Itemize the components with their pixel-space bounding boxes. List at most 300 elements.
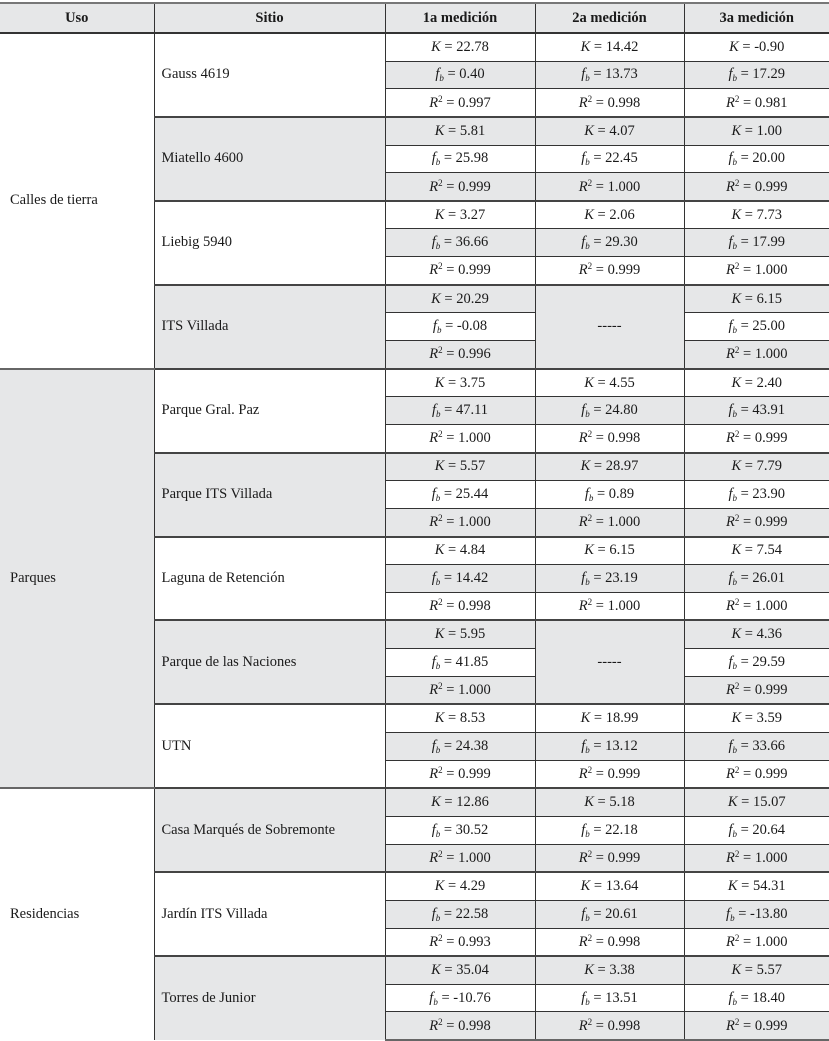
k-symbol: K (434, 122, 445, 139)
measurement-1-r2-cell (385, 508, 535, 536)
measurement-2-fb-cell (535, 565, 684, 593)
f-subscript: b (439, 73, 444, 84)
equals-sign: = (437, 989, 454, 1006)
r-superscript: 2 (438, 513, 443, 524)
r-symbol: R (726, 178, 735, 195)
measurement-value: 3.38 (609, 961, 635, 978)
measurement-value: 1.000 (607, 598, 641, 615)
measurement-value: 0.998 (607, 933, 641, 950)
equals-sign: = (593, 486, 609, 503)
r-superscript: 2 (438, 597, 443, 608)
r-superscript: 2 (438, 932, 443, 943)
r-symbol: R (578, 430, 588, 447)
equals-sign: = (739, 514, 755, 531)
measurement-3-fb-cell (684, 816, 829, 844)
measurement-2-fb-cell (535, 61, 684, 89)
measurement-value: 7.54 (756, 542, 782, 559)
equals-sign: = (741, 122, 757, 139)
f-symbol: f (431, 569, 436, 586)
r-superscript: 2 (734, 764, 740, 775)
r-superscript: 2 (438, 261, 443, 272)
equals-sign: = (739, 682, 755, 699)
equals-sign: = (442, 933, 459, 950)
site-name-cell: UTN (154, 704, 385, 788)
equals-sign: = (589, 234, 606, 251)
equals-sign: = (592, 933, 608, 950)
equals-sign: = (736, 989, 753, 1006)
r-superscript: 2 (438, 93, 443, 104)
measurement-value: 25.44 (455, 486, 489, 503)
measurement-1-k-cell (385, 704, 535, 732)
k-symbol: K (434, 542, 445, 559)
k-symbol: K (731, 122, 742, 139)
f-subscript: b (732, 157, 737, 168)
measurement-1-fb-cell (385, 313, 535, 341)
equals-sign: = (593, 206, 610, 223)
r-symbol: R (429, 346, 439, 363)
f-subscript: b (732, 996, 737, 1007)
k-symbol: K (431, 961, 441, 978)
measurement-value: 5.95 (459, 626, 486, 643)
equals-sign: = (440, 905, 456, 922)
measurement-value: 1.000 (754, 346, 788, 363)
equals-sign: = (440, 38, 457, 55)
f-subscript: b (732, 828, 737, 839)
equals-sign: = (440, 653, 456, 670)
r-superscript: 2 (587, 1016, 593, 1027)
k-symbol: K (584, 542, 594, 559)
k-symbol: K (584, 374, 594, 391)
r-superscript: 2 (438, 345, 443, 356)
k-symbol: K (580, 458, 591, 475)
equals-sign: = (739, 430, 755, 447)
uso-cell: Residencias (0, 788, 154, 1040)
measurement-value: 28.97 (605, 458, 639, 475)
f-symbol: f (728, 234, 733, 251)
f-symbol: f (431, 486, 436, 503)
measurement-value: -0.90 (754, 38, 785, 55)
table-row (0, 369, 829, 397)
measurement-1-fb-cell (385, 733, 535, 761)
equals-sign: = (736, 402, 753, 419)
measurement-value: 0.999 (607, 765, 641, 782)
k-symbol: K (731, 710, 742, 727)
site-name-cell: Parque ITS Villada (154, 453, 385, 537)
r-superscript: 2 (734, 93, 740, 104)
r-symbol: R (726, 682, 735, 699)
equals-sign: = (739, 94, 755, 111)
measurement-1-r2-cell (385, 592, 535, 620)
r-superscript: 2 (734, 345, 740, 356)
f-symbol: f (728, 486, 733, 503)
equals-sign: = (444, 374, 460, 391)
site-name-cell: Laguna de Retención (154, 537, 385, 621)
k-symbol: K (584, 206, 594, 223)
k-symbol: K (731, 961, 742, 978)
r-superscript: 2 (734, 848, 740, 859)
measurement-1-r2-cell (385, 424, 535, 452)
measurement-value: 54.31 (752, 878, 786, 895)
measurement-value: 5.57 (756, 961, 782, 978)
f-symbol: f (581, 737, 586, 754)
measurement-3-k-cell (684, 201, 829, 229)
equals-sign: = (739, 765, 755, 782)
equals-sign: = (593, 961, 610, 978)
table-row (0, 788, 829, 816)
measurement-3-fb-cell (684, 313, 829, 341)
f-symbol: f (431, 653, 436, 670)
measurement-value: 22.18 (605, 821, 638, 838)
measurement-1-fb-cell (385, 649, 535, 677)
measurement-value: 0.999 (458, 178, 491, 195)
header-uso: Uso (0, 3, 154, 33)
equals-sign: = (441, 318, 457, 335)
measurement-2-r2-cell (535, 928, 684, 956)
measurement-2-k-cell (535, 872, 684, 900)
measurement-3-fb-cell (684, 900, 829, 928)
measurement-value: 0.996 (458, 346, 491, 363)
f-symbol: f (431, 905, 436, 922)
f-symbol: f (728, 66, 733, 83)
r-symbol: R (429, 1017, 439, 1034)
measurement-3-r2-cell (684, 257, 829, 285)
measurement-1-r2-cell (385, 257, 535, 285)
k-symbol: K (731, 626, 742, 643)
measurement-3-k-cell (684, 285, 829, 313)
equals-sign: = (592, 94, 608, 111)
equals-sign: = (592, 1017, 608, 1034)
measurement-value: 0.998 (607, 430, 641, 447)
measurement-value: 25.98 (455, 150, 489, 167)
f-subscript: b (585, 241, 590, 252)
site-name-cell: Liebig 5940 (154, 201, 385, 285)
measurement-value: 12.86 (456, 794, 489, 811)
measurement-value: 18.40 (752, 989, 786, 1006)
f-subscript: b (436, 409, 441, 420)
f-symbol: f (728, 402, 733, 419)
k-symbol: K (434, 878, 445, 895)
measurement-2-r2-cell (535, 508, 684, 536)
measurement-value: 25.00 (752, 318, 786, 335)
equals-sign: = (734, 905, 750, 922)
k-symbol: K (584, 122, 594, 139)
measurement-2-fb-cell (535, 229, 684, 257)
measurement-1-r2-cell (385, 760, 535, 788)
measurement-value: 18.99 (605, 710, 639, 727)
equals-sign: = (444, 626, 460, 643)
r-symbol: R (578, 1017, 588, 1034)
equals-sign: = (590, 710, 606, 727)
measurement-2-k-cell (535, 453, 684, 481)
equals-sign: = (738, 38, 755, 55)
r-symbol: R (726, 514, 735, 531)
equals-sign: = (739, 346, 755, 363)
measurement-3-k-cell (684, 788, 829, 816)
equals-sign: = (589, 989, 606, 1006)
measurement-3-r2-cell (684, 424, 829, 452)
equals-sign: = (440, 150, 456, 167)
measurement-value: 4.36 (756, 626, 782, 643)
measurement-value: 0.40 (459, 66, 485, 83)
equals-sign: = (592, 765, 608, 782)
measurement-3-k-cell (684, 872, 829, 900)
r-symbol: R (429, 178, 439, 195)
k-symbol: K (727, 794, 738, 811)
equals-sign: = (440, 486, 456, 503)
measurement-3-k-cell (684, 537, 829, 565)
f-subscript: b (732, 241, 737, 252)
equals-sign: = (741, 626, 757, 643)
equals-sign: = (444, 542, 460, 559)
measurement-value: 2.06 (609, 206, 635, 223)
equals-sign: = (739, 178, 755, 195)
f-subscript: b (433, 996, 438, 1007)
measurement-2-fb-cell (535, 733, 684, 761)
site-name-cell: Casa Marqués de Sobremonte (154, 788, 385, 872)
r-superscript: 2 (438, 177, 443, 188)
measurement-3-r2-cell (684, 1012, 829, 1040)
equals-sign: = (592, 430, 608, 447)
measurement-value: 47.11 (455, 402, 489, 419)
measurement-1-r2-cell (385, 928, 535, 956)
f-subscript: b (732, 73, 737, 84)
measurement-value: 1.000 (754, 598, 788, 615)
measurement-2-k-cell (535, 537, 684, 565)
measurement-value: 43.91 (752, 402, 786, 419)
measurement-3-fb-cell (684, 649, 829, 677)
measurement-2-k-cell (535, 956, 684, 984)
measurement-value: 0.999 (458, 262, 491, 279)
uso-cell: Calles de tierra (0, 33, 154, 369)
measurement-1-k-cell (385, 956, 535, 984)
equals-sign: = (589, 737, 606, 754)
measurement-3-r2-cell (684, 173, 829, 201)
f-subscript: b (435, 493, 441, 504)
header-medicion-2: 2a medición (535, 3, 684, 33)
equals-sign: = (442, 346, 459, 363)
measurement-value: 0.997 (458, 94, 491, 111)
measurement-2-fb-cell (535, 816, 684, 844)
measurement-value: 20.00 (752, 150, 786, 167)
measurement-value: 24.38 (455, 737, 489, 754)
measurement-1-k-cell (385, 369, 535, 397)
f-subscript: b (585, 73, 590, 84)
f-subscript: b (732, 660, 737, 671)
equals-sign: = (589, 150, 606, 167)
equals-sign: = (442, 178, 459, 195)
measurement-1-fb-cell (385, 145, 535, 173)
k-symbol: K (731, 206, 742, 223)
f-symbol: f (728, 737, 733, 754)
measurement-1-fb-cell (385, 229, 535, 257)
r-superscript: 2 (587, 177, 593, 188)
measurement-2-k-cell (535, 201, 684, 229)
f-subscript: b (585, 996, 590, 1007)
header-sitio: Sitio (154, 3, 385, 33)
measurement-2-k-cell (535, 33, 684, 61)
r-symbol: R (429, 682, 439, 699)
measurement-value: 29.30 (605, 234, 638, 251)
f-symbol: f (432, 318, 437, 335)
equals-sign: = (737, 878, 753, 895)
f-symbol: f (728, 318, 733, 335)
measurement-2-r2-cell (535, 1012, 684, 1040)
r-superscript: 2 (734, 513, 740, 524)
f-symbol: f (728, 821, 733, 838)
equals-sign: = (589, 905, 606, 922)
measurement-3-fb-cell (684, 984, 829, 1012)
equals-sign: = (442, 1017, 459, 1034)
r-symbol: R (578, 933, 588, 950)
r-superscript: 2 (587, 429, 593, 440)
equals-sign: = (440, 402, 456, 419)
r-symbol: R (578, 178, 588, 195)
missing-measurement: ----- (535, 285, 684, 369)
r-symbol: R (726, 262, 735, 279)
k-symbol: K (580, 878, 591, 895)
measurement-value: 1.000 (458, 430, 491, 447)
measurement-1-k-cell (385, 285, 535, 313)
measurement-value: 13.64 (605, 878, 639, 895)
measurement-3-k-cell (684, 704, 829, 732)
r-symbol: R (429, 514, 439, 531)
r-symbol: R (726, 598, 735, 615)
measurement-1-k-cell (385, 537, 535, 565)
measurement-value: 7.79 (756, 458, 782, 475)
equals-sign: = (440, 290, 457, 307)
f-symbol: f (728, 653, 733, 670)
measurement-value: 5.57 (459, 458, 486, 475)
measurement-1-r2-cell (385, 1012, 535, 1040)
r-symbol: R (578, 514, 588, 531)
f-symbol: f (581, 569, 586, 586)
measurement-2-k-cell (535, 117, 684, 145)
r-superscript: 2 (587, 513, 593, 524)
equals-sign: = (442, 430, 459, 447)
equals-sign: = (592, 262, 608, 279)
equals-sign: = (440, 737, 456, 754)
r-symbol: R (429, 933, 439, 950)
measurement-value: 0.999 (607, 262, 641, 279)
f-symbol: f (581, 66, 586, 83)
measurement-value: 0.999 (754, 1017, 788, 1034)
measurement-value: 1.000 (458, 849, 491, 866)
r-superscript: 2 (587, 932, 593, 943)
r-symbol: R (578, 765, 588, 782)
measurement-value: -0.08 (456, 318, 488, 335)
missing-measurement: ----- (535, 620, 684, 704)
equals-sign: = (741, 206, 757, 223)
measurement-value: 6.15 (756, 290, 782, 307)
measurement-value: 20.64 (752, 821, 786, 838)
measurement-value: 4.84 (459, 542, 486, 559)
r-symbol: R (429, 430, 439, 447)
measurement-1-fb-cell (385, 61, 535, 89)
f-symbol: f (431, 821, 436, 838)
r-symbol: R (429, 849, 439, 866)
f-symbol: f (431, 150, 436, 167)
measurement-3-fb-cell (684, 481, 829, 509)
k-symbol: K (731, 542, 742, 559)
measurement-value: 14.42 (455, 569, 489, 586)
equals-sign: = (593, 374, 610, 391)
f-subscript: b (585, 409, 590, 420)
f-subscript: b (435, 241, 441, 252)
r-superscript: 2 (438, 1016, 443, 1027)
equals-sign: = (592, 849, 608, 866)
equals-sign: = (442, 598, 459, 615)
measurement-value: 35.04 (456, 961, 489, 978)
k-symbol: K (731, 458, 742, 475)
measurement-value: 22.45 (605, 150, 638, 167)
r-superscript: 2 (734, 597, 740, 608)
r-superscript: 2 (587, 848, 593, 859)
f-subscript: b (435, 828, 441, 839)
measurement-1-r2-cell (385, 676, 535, 704)
equals-sign: = (442, 765, 459, 782)
measurement-3-fb-cell (684, 397, 829, 425)
measurement-value: 1.000 (458, 514, 491, 531)
site-name-cell: Parque de las Naciones (154, 620, 385, 704)
measurement-value: 1.000 (458, 682, 491, 699)
results-table (0, 2, 829, 1041)
measurement-3-k-cell (684, 620, 829, 648)
k-symbol: K (434, 710, 445, 727)
measurement-2-r2-cell (535, 257, 684, 285)
header-row (0, 3, 829, 33)
measurement-value: 0.999 (754, 765, 788, 782)
f-subscript: b (732, 493, 737, 504)
equals-sign: = (593, 542, 610, 559)
f-symbol: f (435, 66, 440, 83)
measurement-1-k-cell (385, 872, 535, 900)
r-symbol: R (726, 94, 735, 111)
measurement-value: 3.27 (459, 206, 486, 223)
equals-sign: = (443, 66, 460, 83)
measurement-3-k-cell (684, 117, 829, 145)
f-subscript: b (732, 325, 737, 336)
measurement-1-fb-cell (385, 481, 535, 509)
equals-sign: = (442, 514, 459, 531)
r-symbol: R (726, 1017, 735, 1034)
measurement-value: 1.000 (754, 933, 788, 950)
r-superscript: 2 (438, 429, 443, 440)
k-symbol: K (434, 374, 445, 391)
measurement-2-k-cell (535, 369, 684, 397)
f-subscript: b (585, 912, 590, 923)
measurement-value: 30.52 (455, 821, 489, 838)
table-row (0, 33, 829, 61)
f-symbol: f (431, 737, 436, 754)
measurement-3-fb-cell (684, 733, 829, 761)
r-symbol: R (429, 94, 439, 111)
f-subscript: b (435, 157, 441, 168)
measurement-1-k-cell (385, 33, 535, 61)
measurement-value: 13.73 (605, 66, 638, 83)
measurement-3-r2-cell (684, 760, 829, 788)
measurement-value: 13.12 (605, 737, 638, 754)
r-superscript: 2 (587, 93, 593, 104)
f-symbol: f (728, 150, 733, 167)
measurement-value: 29.59 (752, 653, 786, 670)
measurement-value: 1.000 (754, 262, 788, 279)
r-superscript: 2 (438, 681, 443, 692)
equals-sign: = (442, 849, 459, 866)
equals-sign: = (589, 569, 606, 586)
measurement-value: 24.80 (605, 402, 638, 419)
r-superscript: 2 (734, 177, 740, 188)
measurement-1-fb-cell (385, 900, 535, 928)
